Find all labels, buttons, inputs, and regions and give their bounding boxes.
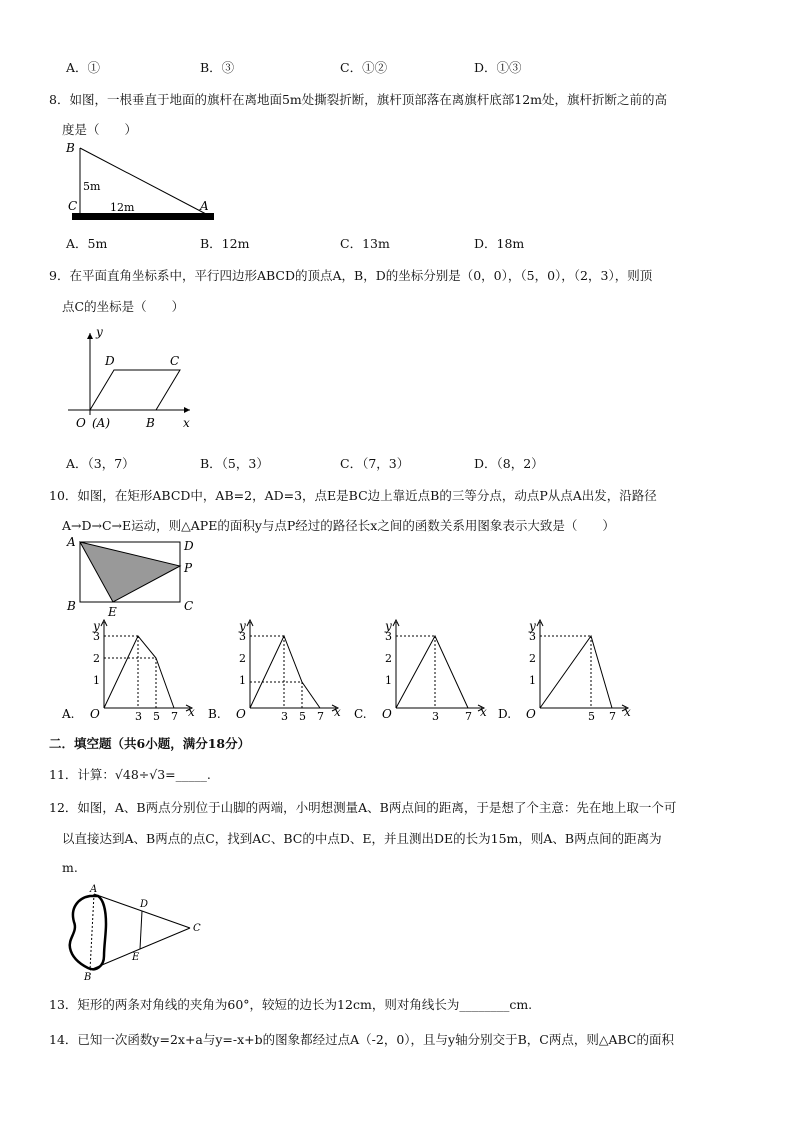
q13-text: 13．矩形的两条对角线的夹角为60°，较短的边长为12cm，则对角线长为________cm.	[49, 997, 533, 1012]
svg-text:O: O	[236, 707, 246, 721]
svg-text:7: 7	[317, 710, 324, 723]
svg-text:y: y	[529, 619, 536, 633]
svg-text:7: 7	[609, 710, 616, 723]
q8-option-c: C．13m	[340, 236, 390, 251]
q8-label-b: B	[66, 141, 75, 155]
svg-text:5: 5	[153, 710, 160, 723]
q8-label-c: C	[68, 199, 78, 213]
q10-graph-b-label: B.	[208, 707, 221, 721]
svg-text:x: x	[480, 705, 487, 719]
q10-text-line1: 10．如图，在矩形ABCD中，AB=2，AD=3，点E是BC边上靠近点B的三等分点，动点P从点A出发，沿路径	[49, 488, 657, 503]
q8-option-d: D．18m	[474, 236, 525, 251]
svg-text:2: 2	[385, 652, 392, 665]
q8-option-b: B．12m	[200, 236, 250, 251]
q9-text-line1: 9．在平面直角坐标系中，平行四边形ABCD的顶点A，B，D的坐标分别是（0，0），（5，0），（2，3），则顶	[49, 268, 653, 283]
q12-text-line3: m.	[62, 860, 78, 875]
q12-label-a: A	[90, 884, 98, 895]
q8-label-a: A	[200, 199, 209, 213]
q12-label-c: C	[193, 923, 201, 934]
q10-graph-a	[62, 616, 202, 724]
q10-graph-c-label: C.	[354, 707, 367, 721]
svg-text:5: 5	[588, 710, 595, 723]
svg-text:1: 1	[239, 674, 246, 687]
svg-text:x: x	[624, 705, 631, 719]
q8-option-a: A．5m	[66, 236, 108, 251]
section-heading: 二．填空题（共6小题，满分18分）	[49, 736, 251, 751]
q9-label-o: O	[76, 416, 86, 430]
svg-text:3: 3	[385, 630, 392, 643]
svg-text:2: 2	[93, 652, 100, 665]
q12-label-d: D	[140, 899, 149, 910]
q10-label-a: A	[67, 535, 76, 549]
q10-rectangle-figure	[64, 534, 204, 620]
q9-option-a: A．（3，7）	[66, 456, 135, 471]
svg-text:5: 5	[299, 710, 306, 723]
svg-text:3: 3	[529, 630, 536, 643]
q10-label-b: B	[67, 599, 76, 613]
q12-label-e: E	[132, 952, 140, 963]
q8-label-ca: 12m	[110, 201, 135, 214]
q8-text-line1: 8．如图，一根垂直于地面的旗杆在离地面5m处撕裂折断，旗杆顶部落在离旗杆底部12m处，旗杆折断之前的高	[49, 92, 668, 107]
q10-graph-d	[498, 616, 638, 724]
q10-graph-c	[354, 616, 494, 724]
svg-text:3: 3	[93, 630, 100, 643]
svg-text:O: O	[382, 707, 392, 721]
q10-graph-d-label: D.	[498, 707, 512, 721]
svg-text:3: 3	[281, 710, 288, 723]
q7-option-b: B．③	[200, 60, 235, 75]
q8-text-line2: 度是（ ）	[62, 122, 138, 137]
svg-text:7: 7	[171, 710, 178, 723]
svg-text:7: 7	[465, 710, 472, 723]
q14-text: 14．已知一次函数y=2x+a与y=-x+b的图象都经过点A（-2，0），且与y轴分别交于B，C两点，则△ABC的面积	[49, 1032, 674, 1047]
q7-option-c: C．①②	[340, 60, 388, 75]
q7-option-d: D．①③	[474, 60, 522, 75]
svg-text:y: y	[385, 619, 392, 633]
svg-text:2: 2	[529, 652, 536, 665]
svg-text:3: 3	[135, 710, 142, 723]
svg-text:1: 1	[529, 674, 536, 687]
q10-label-p: P	[184, 561, 193, 575]
q10-label-d: D	[184, 539, 194, 553]
q12-figure	[60, 882, 210, 982]
q11-line: 11．计算：√48÷√3=_____.	[49, 767, 211, 782]
q9-axis-y: y	[96, 325, 103, 339]
svg-text:3: 3	[432, 710, 439, 723]
svg-text:2: 2	[239, 652, 246, 665]
svg-text:O: O	[526, 707, 536, 721]
svg-text:x: x	[334, 705, 341, 719]
q8-figure	[60, 138, 220, 224]
q12-text-line2: 以直接达到A、B两点的点C，找到AC、BC的中点D、E，并且测出DE的长为15m，则A、B两点间的距离为	[62, 831, 662, 846]
q11-expr: √48÷√3=	[114, 767, 176, 782]
q9-option-c: C．（7，3）	[340, 456, 410, 471]
svg-text:1: 1	[93, 674, 100, 687]
q9-text-line2: 点C的坐标是（ ）	[62, 299, 185, 314]
q9-option-b: B．（5，3）	[200, 456, 269, 471]
svg-text:3: 3	[239, 630, 246, 643]
q9-label-d: D	[105, 354, 115, 368]
q10-graph-a-label: A.	[62, 707, 75, 721]
axis-y: y	[93, 619, 100, 633]
q12-label-b: B	[84, 972, 92, 983]
q10-label-e: E	[108, 605, 117, 619]
q9-label-b: B	[146, 416, 155, 430]
q8-label-bc: 5m	[83, 180, 101, 193]
axis-x: x	[188, 705, 195, 719]
q10-graph-b	[208, 616, 348, 724]
q11-prefix: 11．计算：	[49, 767, 115, 782]
origin: O	[90, 707, 100, 721]
q9-figure	[66, 325, 196, 435]
q9-label-a: (A)	[92, 416, 111, 430]
svg-text:1: 1	[385, 674, 392, 687]
q7-option-a: A．①	[66, 60, 101, 75]
q9-label-c: C	[170, 354, 180, 368]
q9-option-d: D．（8，2）	[474, 456, 544, 471]
svg-text:y: y	[239, 619, 246, 633]
q11-blank: _____	[175, 767, 207, 782]
q10-label-c: C	[184, 599, 194, 613]
q10-text-line2: A→D→C→E运动，则△APE的面积y与点P经过的路径长x之间的函数关系用图象表示大致是（ ）	[62, 518, 615, 533]
q9-axis-x: x	[183, 416, 190, 430]
q12-text-line1: 12．如图，A、B两点分别位于山脚的两端，小明想测量A、B两点间的距离，于是想了个主意：先在地上取一个可	[49, 800, 677, 815]
